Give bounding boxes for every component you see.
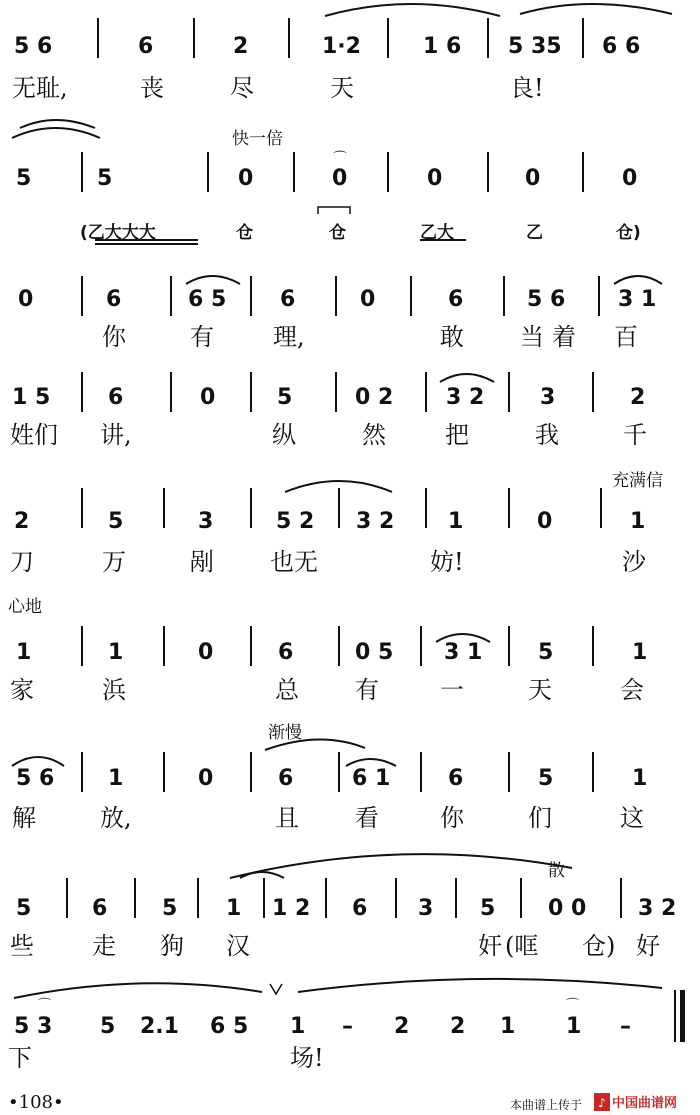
note: 3 [540,385,556,410]
note: 5 6 [14,34,53,59]
lyric: 一 [440,676,464,704]
note: 6 [108,385,124,410]
lyric: 尽 [230,74,254,102]
note: 1 2 [272,896,311,921]
note: 3 1 [444,640,483,665]
note: 5 [480,896,496,921]
note: 0 [18,287,34,312]
note: 2 [630,385,646,410]
note: 1 [448,509,464,534]
lyric: 解 [12,804,36,832]
note: 5 [16,896,32,921]
lyric: 千 [623,421,647,449]
note: 6 [448,766,464,791]
note: 1 [108,640,124,665]
note: 1 5 [12,385,51,410]
note: 1 [290,1014,306,1039]
note: 2 [394,1014,410,1039]
note: 2 [14,509,30,534]
note: 3 1 [618,287,657,312]
percussion-syllable: 乙大 [420,223,454,243]
note: 6 6 [602,34,641,59]
lyric: 敢 [440,323,464,351]
note: 5 2 [276,509,315,534]
lyric: 刀 [10,548,34,576]
lyric: 剐 [190,548,214,576]
lyric: 无耻, [12,74,68,102]
lyric: 有 [190,323,214,351]
note: 0 [200,385,216,410]
note: 0 [525,166,541,191]
note: 0 [427,166,443,191]
lyric: 你 [440,804,464,832]
note: 6 5 [210,1014,249,1039]
lyric: 万 [102,548,126,576]
lyric: 理, [273,323,305,351]
lyric: 家 [10,676,34,704]
note: 3 2 [356,509,395,534]
page-number-value: 108 [18,1092,53,1113]
note: 1 [632,766,648,791]
lyric: 姓们 [10,421,58,449]
lyric: 场! [290,1044,324,1072]
note: 0 2 [355,385,394,410]
lyric: 然 [362,421,386,449]
note: 5 [16,166,32,191]
note: 3 [198,509,214,534]
percussion-syllable: 仓) [616,223,641,243]
note: 0 0 [548,896,587,921]
bullet-dot: • [8,1092,19,1113]
note: 6 [138,34,154,59]
note: 5 [100,1014,116,1039]
lyric: 天 [330,74,354,102]
note: 0 [198,640,214,665]
note: 2.1 [140,1014,179,1039]
lyric: 浜 [102,676,126,704]
note: 6 1 [352,766,391,791]
note: 1 [226,896,242,921]
lyric: 也无 [270,548,318,576]
bullet-dot: • [52,1092,64,1113]
lyric: 把 [445,421,469,449]
lyric: 汉 [226,932,250,960]
lyric: (哐 [505,932,539,960]
note: 2 [233,34,249,59]
note: 1 [16,640,32,665]
lyric: 这 [620,804,644,832]
note: 3 2 [638,896,677,921]
lyric: 些 [10,932,34,960]
lyric: 好 [636,932,660,960]
lyric: 看 [355,804,379,832]
note: 2 [450,1014,466,1039]
lyric: 且 [275,804,299,832]
note: 6 [278,766,294,791]
upload-note: 本曲谱上传于 [510,1098,583,1112]
note: 6 [448,287,464,312]
percussion-syllable: 仓 [329,223,346,243]
lyric: 总 [275,676,299,704]
note: 1 6 [423,34,462,59]
lyric: 仓) [582,932,616,960]
final-barline [680,990,685,1042]
note: 5 6 [16,766,55,791]
note-logo-icon [594,1093,610,1111]
note: 6 [278,640,294,665]
percussion-syllable: 仓 [236,223,253,243]
lyric: 妨! [430,548,464,576]
expression-mark: 心地 [8,597,42,617]
lyric: 讲, [100,421,132,449]
lyric: 奸 [478,932,502,960]
note: 3 [418,896,434,921]
note: 6 [106,287,122,312]
note: 5 [538,640,554,665]
final-barline [674,990,676,1042]
note: 5 35 [508,34,562,59]
tempo-mark: 渐慢 [268,723,302,743]
note: 5 [277,385,293,410]
note: 5 [97,166,113,191]
note: 5 3 [14,1014,53,1039]
note: 5 6 [527,287,566,312]
percussion-syllable: (乙大大大 [80,223,156,243]
note: 1 [630,509,646,534]
page-number [8,1092,64,1113]
fermata-icon: ⌒ [333,151,347,167]
note: 1 [108,766,124,791]
lyric: 丧 [140,74,164,102]
lyric: 放, [100,804,132,832]
lyric: 下 [8,1044,32,1072]
note: – [620,1014,631,1039]
note: – [342,1014,353,1039]
note: 5 [108,509,124,534]
lyric: 百 [614,323,638,351]
lyric: 有 [355,676,379,704]
site-logo [594,1092,677,1111]
lyric: 狗 [160,932,184,960]
fermata-icon: ⌒ [38,998,52,1013]
lyric: 我 [535,421,559,449]
note: 1 [566,1014,582,1039]
expression-mark: 充满信 [612,471,663,491]
note: 1·2 [322,34,361,59]
note: 6 [92,896,108,921]
note: 3 2 [446,385,485,410]
note: 0 [198,766,214,791]
svg-text:♪: ♪ [598,1095,606,1110]
note: 0 [360,287,376,312]
note: 0 [622,166,638,191]
fermata-icon: ⌒ [566,998,580,1013]
note: 6 5 [188,287,227,312]
lyric: 会 [620,676,644,704]
note: 6 [352,896,368,921]
note: 5 [538,766,554,791]
note: 0 [332,166,348,191]
tempo-mark: 快一倍 [232,129,283,149]
lyric: 纵 [272,421,296,449]
note: 0 [537,509,553,534]
note: 0 [238,166,254,191]
note: 6 [280,287,296,312]
note: 5 [162,896,178,921]
note: 1 [632,640,648,665]
percussion-syllable: 乙 [526,223,543,243]
lyric: 走 [92,932,116,960]
lyric: 你 [102,323,126,351]
site-name: 中国曲谱网 [612,1096,678,1111]
lyric: 当着 [520,323,584,351]
note: 0 5 [355,640,394,665]
tempo-mark: 散 [548,861,565,881]
lyric: 们 [528,804,552,832]
lyric: 天 [528,676,552,704]
lyric: 良! [510,74,544,102]
note: 1 [500,1014,516,1039]
lyric: 沙 [622,548,646,576]
